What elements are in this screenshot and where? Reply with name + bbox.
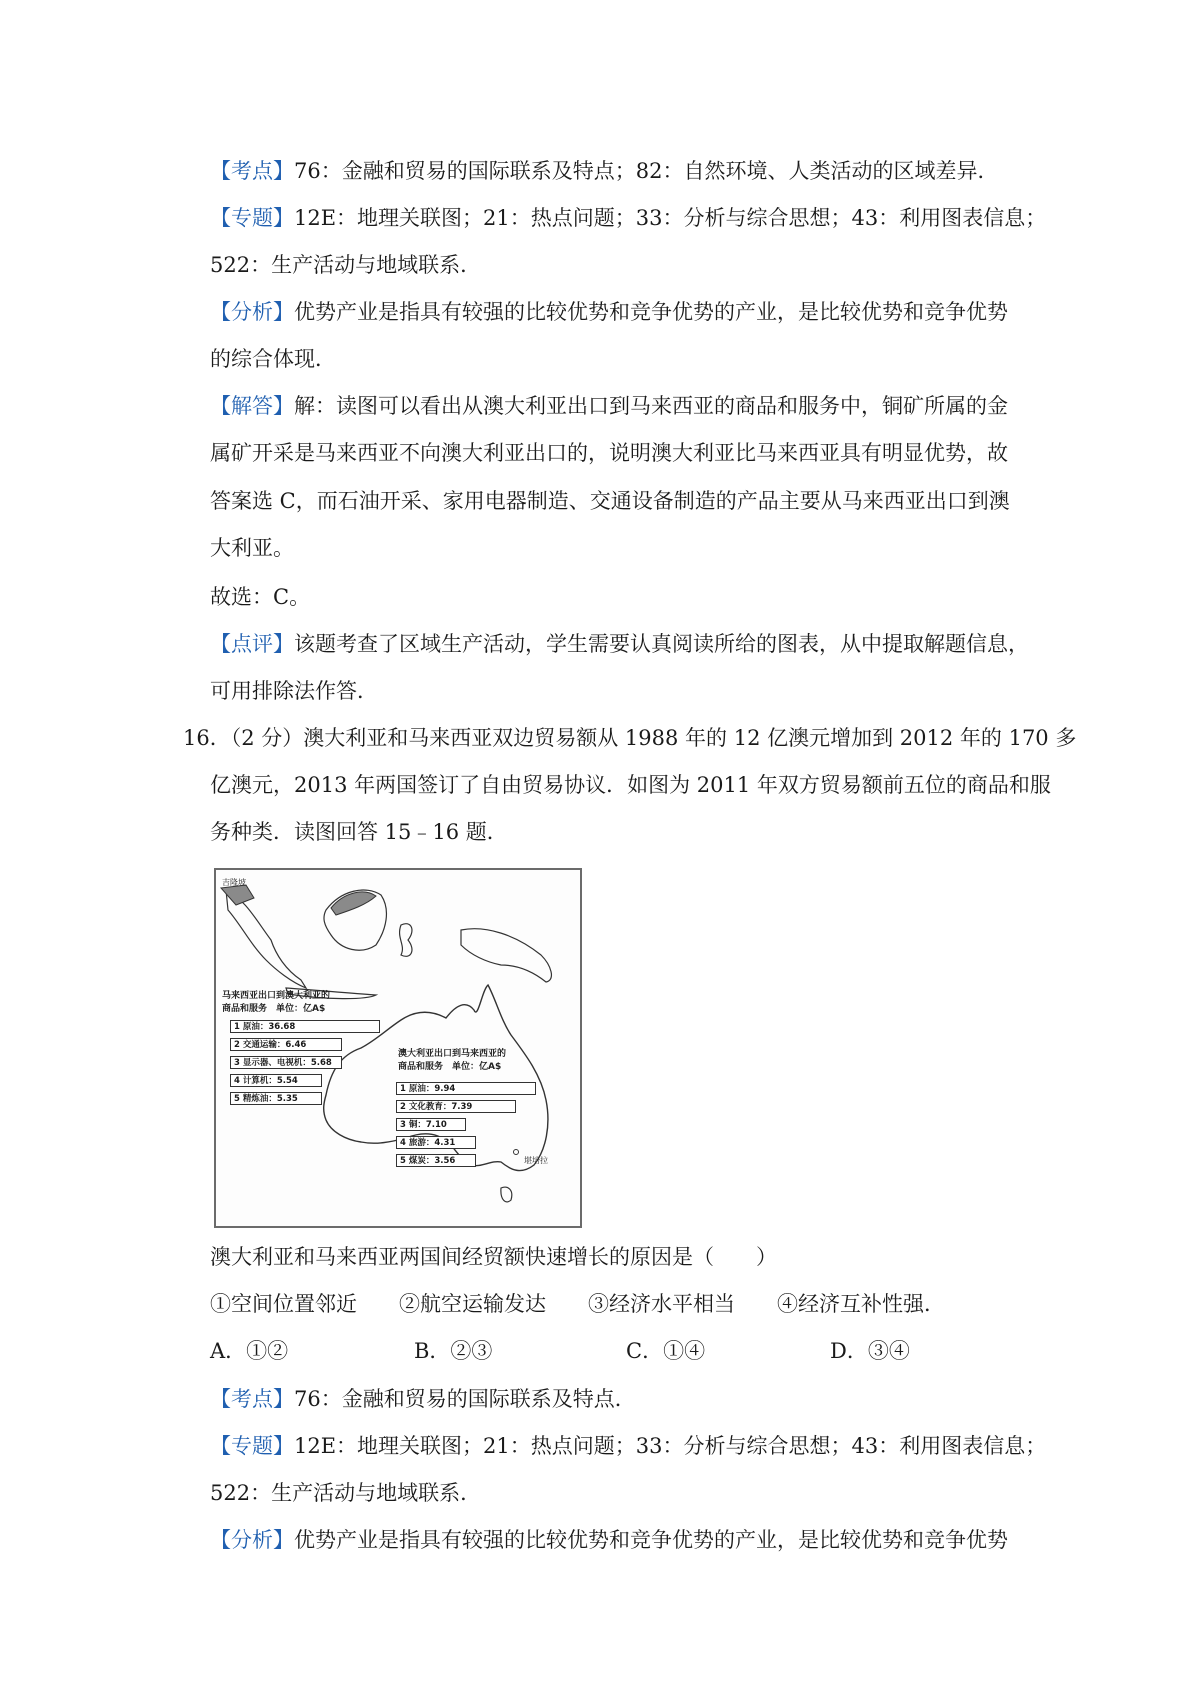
dianping-line-2: 可用排除法作答． [210, 679, 378, 703]
option-d: D．③④ [830, 1339, 910, 1363]
right-item-3: 3 铜：7.10 [396, 1118, 466, 1131]
option-a: A．①② [210, 1339, 289, 1363]
question-stem-2: 亿澳元，2013 年两国签订了自由贸易协议．如图为 2011 年双方贸易额前五位的商品和服 [210, 773, 1051, 797]
left-item-5: 5 精炼油：5.35 [230, 1092, 322, 1105]
option-c: C．①④ [626, 1339, 706, 1363]
right-title-2: 商品和服务 单位：亿A$ [398, 1062, 502, 1072]
option-b: B．②③ [414, 1339, 493, 1363]
jieda-line-4: 大利亚。 [210, 536, 294, 560]
zhuanti-tag: 【专题】 [210, 206, 294, 230]
fenxi-line-2: 的综合体现． [210, 347, 336, 371]
dianping-line [210, 629, 1029, 659]
kaodian-text-b: 76：金融和贸易的国际联系及特点． [294, 1387, 636, 1411]
left-title-1: 马来西亚出口到澳大利亚的 [222, 991, 331, 1001]
zhuanti-text: 12E：地理关联图；21：热点问题；33：分析与综合思想；43：利用图表信息； [294, 206, 1047, 230]
jieda-text: 解：读图可以看出从澳大利亚出口到马来西亚的商品和服务中，铜矿所属的金 [294, 394, 1008, 418]
right-item-4: 4 旅游：4.31 [396, 1136, 476, 1149]
left-item-1: 1 原油：36.68 [230, 1020, 380, 1033]
zhuanti-line-b-2: 522：生产活动与地域联系． [210, 1481, 482, 1505]
question-items: ①空间位置邻近 ②航空运输发达 ③经济水平相当 ④经济互补性强． [210, 1292, 945, 1316]
zhuanti-line-b [210, 1431, 1046, 1461]
right-item-2: 2 文化教育：7.39 [396, 1100, 516, 1113]
right-item-5: 5 煤炭：3.56 [396, 1154, 476, 1167]
question-stem-3: 务种类．读图回答 15﹣16 题． [210, 820, 508, 844]
zhuanti-text-b: 12E：地理关联图；21：热点问题；33：分析与综合思想；43：利用图表信息； [294, 1434, 1047, 1458]
fenxi-tag: 【分析】 [210, 300, 294, 324]
label-canberra: 堪培拉 [524, 1156, 548, 1165]
jieda-line-3: 答案选 C，而石油开采、家用电器制造、交通设备制造的产品主要从马来西亚出口到澳 [210, 489, 1010, 513]
kaodian-line-b [210, 1384, 636, 1414]
kaodian-text: 76：金融和贸易的国际联系及特点；82：自然环境、人类活动的区域差异． [294, 159, 999, 183]
jieda-tag: 【解答】 [210, 394, 294, 418]
right-item-1: 1 原油：9.94 [396, 1082, 536, 1095]
left-item-4: 4 计算机：5.54 [230, 1074, 322, 1087]
fenxi-line [210, 297, 1008, 327]
right-title-1: 澳大利亚出口到马来西亚的 [398, 1049, 507, 1059]
fenxi-tag-b: 【分析】 [210, 1528, 294, 1552]
jieda-line [210, 391, 1008, 421]
dianping-tag: 【点评】 [210, 632, 294, 656]
question-stem-1: 16．（2 分）澳大利亚和马来西亚双边贸易额从 1988 年的 12 亿澳元增加到 2012 年的 170 多 [183, 726, 1077, 750]
left-item-2: 2 交通运输：6.46 [230, 1038, 342, 1051]
left-title-2: 商品和服务 单位：亿A$ [222, 1004, 326, 1014]
question-ask: 澳大利亚和马来西亚两国间经贸额快速增长的原因是（ ） [210, 1245, 777, 1269]
label-kuala-lumpur: 吉隆坡 [222, 878, 246, 887]
trade-map-figure [214, 868, 582, 1228]
dianping-text: 该题考查了区域生产活动，学生需要认真阅读所给的图表，从中提取解题信息， [294, 632, 1029, 656]
fenxi-line-b [210, 1525, 1008, 1555]
fenxi-text-b: 优势产业是指具有较强的比较优势和竞争优势的产业，是比较优势和竞争优势 [294, 1528, 1008, 1552]
zhuanti-tag-b: 【专题】 [210, 1434, 294, 1458]
kaodian-tag-b: 【考点】 [210, 1387, 294, 1411]
guxuan-line: 故选：C。 [210, 585, 311, 609]
zhuanti-line [210, 203, 1046, 233]
zhuanti-line-2: 522：生产活动与地域联系． [210, 253, 482, 277]
left-item-3: 3 显示器、电视机：5.68 [230, 1056, 342, 1069]
fenxi-text: 优势产业是指具有较强的比较优势和竞争优势的产业，是比较优势和竞争优势 [294, 300, 1008, 324]
kaodian-tag: 【考点】 [210, 159, 294, 183]
kaodian-line [210, 156, 998, 186]
jieda-line-2: 属矿开采是马来西亚不向澳大利亚出口的，说明澳大利亚比马来西亚具有明显优势，故 [210, 441, 1008, 465]
